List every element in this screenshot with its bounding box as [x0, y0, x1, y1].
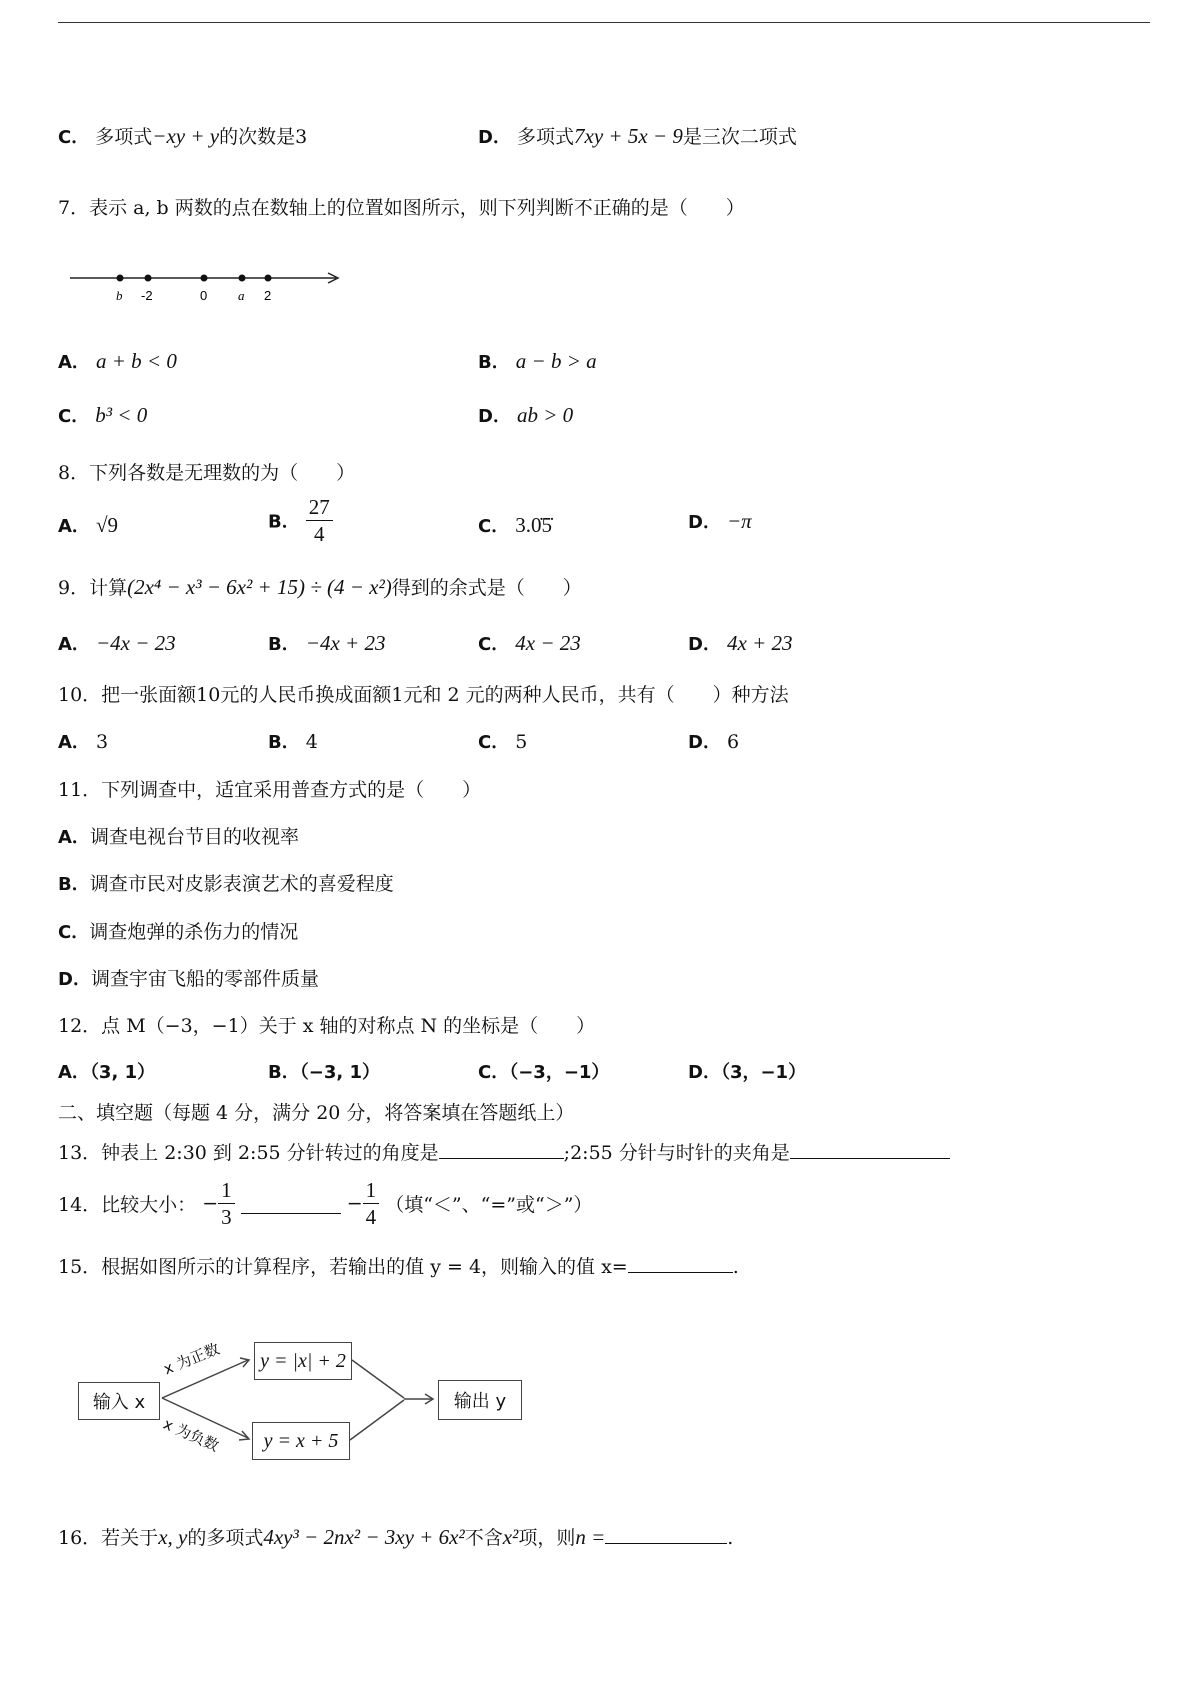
flowchart-figure	[70, 1330, 540, 1480]
q12-option-c: C．（−3，−1）	[478, 1062, 610, 1083]
flow-output-box: 输出 y	[438, 1380, 522, 1420]
q12-option-b: B．（−3, 1）	[268, 1062, 380, 1083]
q10-option-c: C． 5	[478, 731, 528, 753]
q12-stem: 12．点 M（−3，−1）关于 x 轴的对称点 N 的坐标是（ ）	[58, 1015, 596, 1037]
flow-formula-positive: y = |x| + 2	[254, 1342, 352, 1380]
q8-stem: 8．下列各数是无理数的为（ ）	[58, 462, 356, 484]
point-two	[265, 275, 272, 282]
axis-label-zero: 0	[200, 288, 208, 303]
q10-stem: 10．把一张面额10元的人民币换成面额1元和 2 元的两种人民币，共有（ ）种方法	[58, 684, 789, 706]
q10-option-a: A． 3	[58, 731, 109, 753]
point-a	[239, 275, 246, 282]
branch-label-negative: x 为负数	[160, 1414, 222, 1456]
q12-option-d: D．（3，−1）	[688, 1062, 807, 1083]
q8-option-a: A． √9	[58, 513, 119, 537]
q11-option-c: C．调查炮弹的杀伤力的情况	[58, 921, 299, 943]
q14-stem: 14．比较大小： − $\frac{1}{3}$ − $\frac{1}{4}$ （填“＜”、“=”或“＞”）	[58, 1178, 593, 1229]
q9-expression: (2x⁴ − x³ − 6x² + 15) ÷ (4 − x²)	[127, 575, 392, 599]
fraction-1-4: $\frac{1}{4}$	[363, 1177, 380, 1230]
q6-option-c: C． 多项式−xy + y的次数是3	[58, 124, 308, 148]
fraction-1-3: $\frac{1}{3}$	[218, 1177, 235, 1230]
q16-stem: 16．若关于x, y的多项式4xy³ − 2nx² − 3xy + 6x²不含x²项，则n = .	[58, 1525, 734, 1549]
q8-option-d: D． −π	[688, 509, 752, 533]
axis-label-neg2: -2	[141, 288, 153, 303]
point-b	[117, 275, 124, 282]
q9-option-c: C． 4x − 23	[478, 631, 581, 655]
fraction-27-4: $\frac{27}{4}$	[306, 494, 333, 547]
q8-option-b: B． $\frac{27}{4}$	[268, 494, 333, 547]
q7-option-c: C． b³ < 0	[58, 403, 148, 427]
number-line-figure	[66, 262, 346, 306]
q10-option-d: D． 6	[688, 731, 740, 753]
q7-option-b: B． a − b > a	[478, 349, 597, 373]
q11-stem: 11．下列调查中，适宜采用普查方式的是（ ）	[58, 779, 482, 801]
q10-option-b: B． 4	[268, 731, 318, 753]
q7-option-d: D． ab > 0	[478, 403, 574, 427]
axis-label-b: b	[116, 288, 123, 303]
axis-label-a: a	[238, 288, 245, 303]
q9-option-d: D． 4x + 23	[688, 631, 793, 655]
q9-option-a: A． −4x − 23	[58, 631, 176, 655]
q9-stem: 9．计算(2x⁴ − x³ − 6x² + 15) ÷ (4 − x²)得到的余式是（ ）	[58, 575, 582, 599]
axis-label-two: 2	[264, 288, 272, 303]
flow-formula-negative: y = x + 5	[252, 1422, 350, 1460]
q13-blank-1[interactable]	[439, 1138, 564, 1159]
q11-option-b: B．调查市民对皮影表演艺术的喜爱程度	[58, 873, 394, 895]
header-rule	[58, 22, 1150, 23]
q7-option-a: A． a + b < 0	[58, 349, 177, 373]
q12-option-a: A．（3, 1）	[58, 1062, 156, 1083]
q11-option-a: A．调查电视台节目的收视率	[58, 826, 299, 848]
branch-label-positive: x 为正数	[160, 1339, 223, 1379]
q15-blank[interactable]	[628, 1252, 733, 1273]
point-zero	[201, 275, 208, 282]
section-heading-fill-in: 二、填空题（每题 4 分，满分 20 分，将答案填在答题纸上）	[58, 1102, 575, 1124]
q8-option-c: C． 3.0̇5̇	[478, 513, 553, 537]
q7-stem: 7．表示 a, b 两数的点在数轴上的位置如图所示，则下列判断不正确的是（ ）	[58, 197, 745, 219]
point-neg2	[145, 275, 152, 282]
q15-stem: 15．根据如图所示的计算程序，若输出的值 y = 4，则输入的值 x= .	[58, 1252, 739, 1279]
q9-option-b: B． −4x + 23	[268, 631, 386, 655]
q16-blank[interactable]	[605, 1523, 727, 1544]
q11-option-d: D．调查宇宙飞船的零部件质量	[58, 968, 319, 990]
q13-blank-2[interactable]	[790, 1138, 950, 1159]
q6-option-d: D． 多项式7xy + 5x − 9是三次二项式	[478, 124, 797, 148]
q13-stem: 13．钟表上 2:30 到 2:55 分针转过的角度是 ;2:55 分针与时针的夹角是	[58, 1138, 950, 1165]
flow-input-box: 输入 x	[78, 1382, 160, 1420]
q14-blank[interactable]	[241, 1193, 341, 1214]
